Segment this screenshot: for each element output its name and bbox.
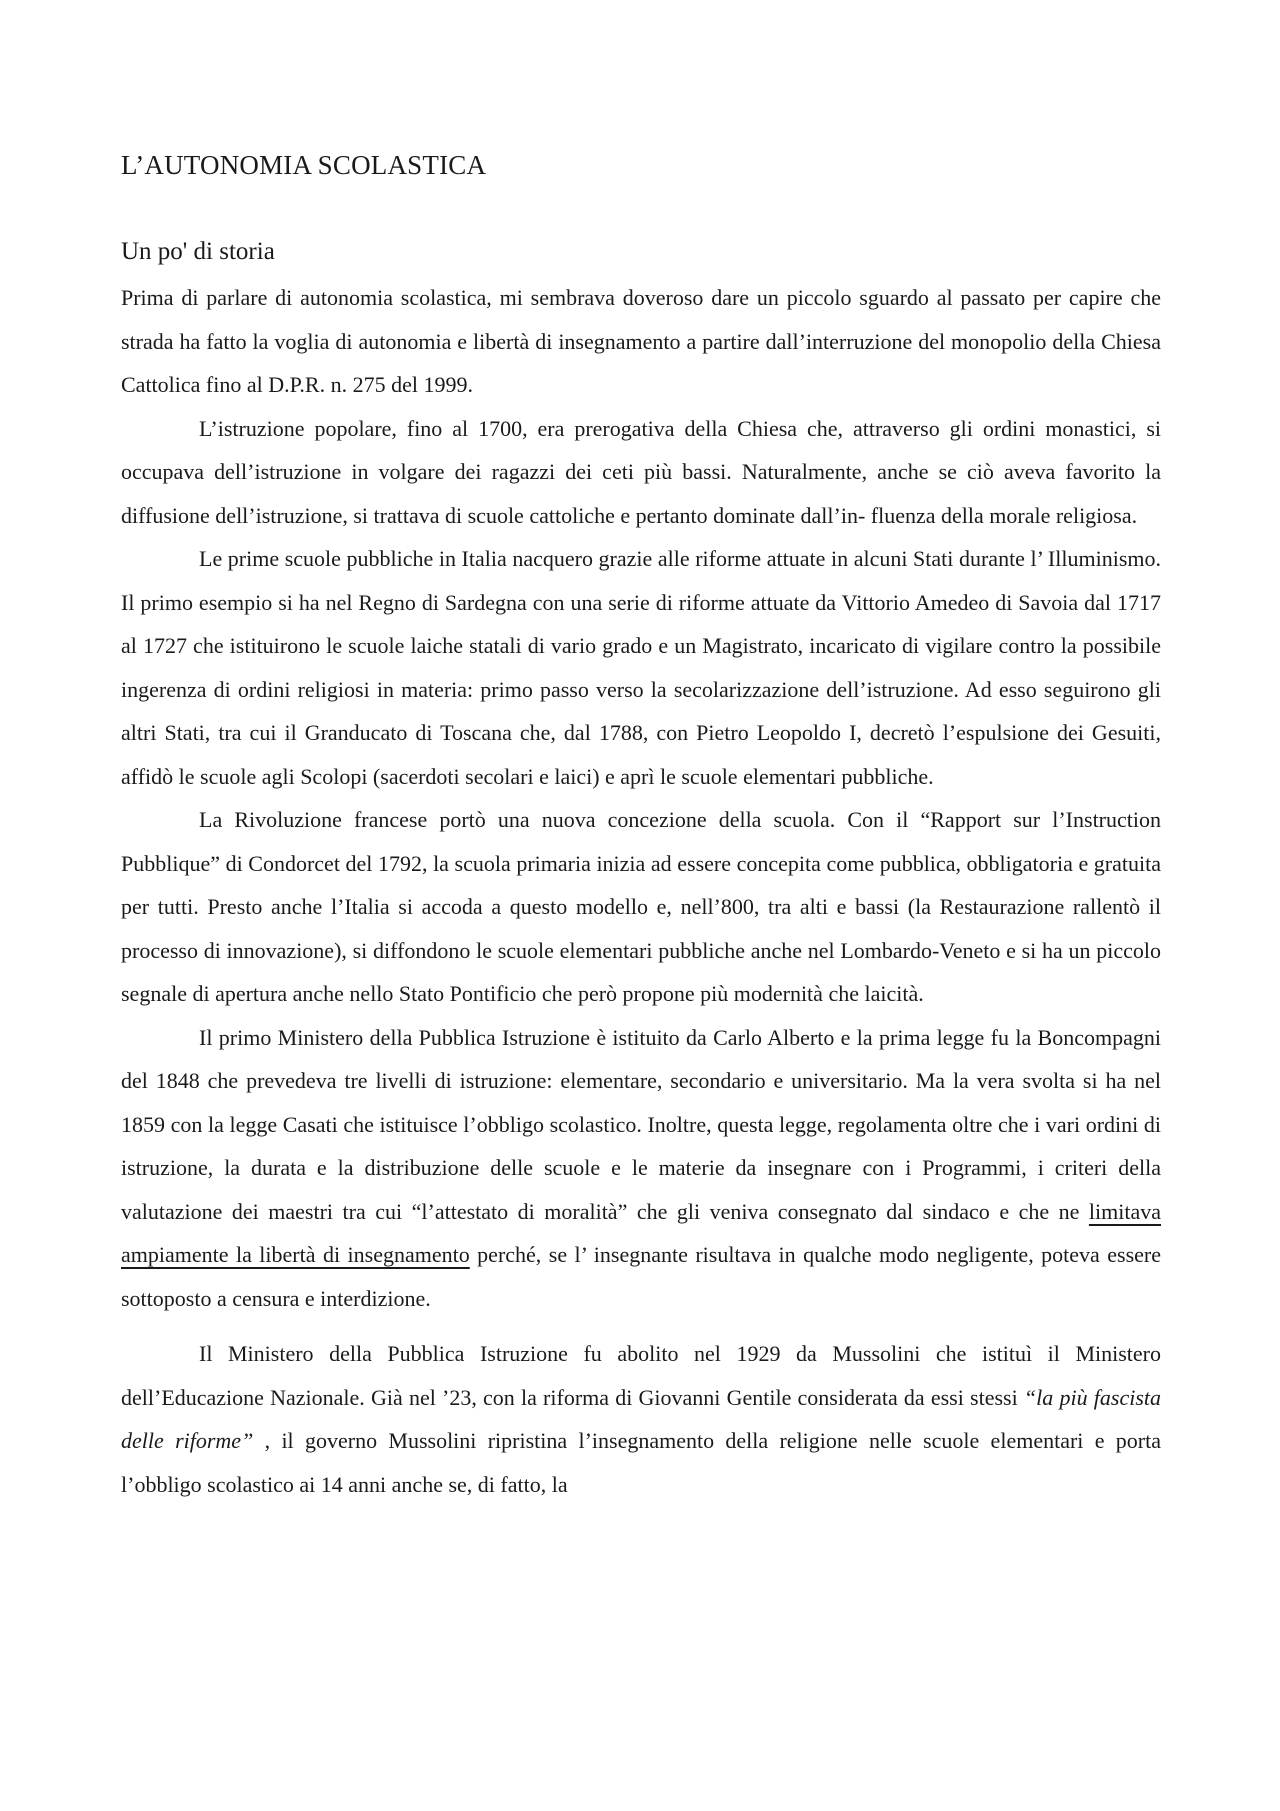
paragraph-primo-ministero xyxy=(121,1016,1161,1321)
paragraph-text: Il Ministero della Pubblica Istruzione fu abolito nel 1929 da Mussolini che istituì il Ministero dell’Educazione Nazionale. Già nel ’23, con la riforma di Giovanni Gentile considerata da essi stessi xyxy=(121,1341,1161,1410)
paragraph-rivoluzione-francese: La Rivoluzione francese portò una nuova concezione della scuola. Con il “Rapport sur l’Instruction Pubblique” di Condorcet del 1792, la scuola primaria inizia ad essere concepita come pubblica, obbligatoria e gratuita per tutti. Presto anche l’Italia si accoda a questo modello e, nell’800, tra alti e bassi (la Restaurazione rallentò il processo di innovazione), si diffondono le scuole elementari pubbliche anche nel Lombardo-Veneto e si ha un piccolo segnale di apertura anche nello Stato Pontificio che però propone più modernità che laicità. xyxy=(121,807,1161,1006)
paragraph-text: Il primo Ministero della Pubblica Istruzione è istituito da Carlo Alberto e la prima legge fu la Boncompagni del 1848 che prevedeva tre livelli di istruzione: elementare, secondario e universitario. Ma la vera svolta si ha nel 1859 con la legge Casati che istituisce l’obbligo scolastico. Inoltre, questa legge, regolamenta oltre che i vari ordini di istruzione, la durata e la distribuzione delle scuole e le materie da insegnare con i Programmi, i criteri della valutazione dei maestri tra cui “l’attestato di moralità” che gli veniva consegnato dal sindaco e che ne xyxy=(121,1024,1161,1224)
italic-quote: “la più fascista delle riforme” xyxy=(121,1384,1161,1453)
section-heading: Un po' di storia xyxy=(121,238,275,265)
document-title: L’AUTONOMIA SCOLASTICA xyxy=(121,150,487,180)
paragraph-intro: Prima di parlare di autonomia scolastica, mi sembrava doveroso dare un piccolo sguardo al passato per capire che strada ha fatto la voglia di autonomia e libertà di insegnamento a partire dall’interruzione del monopolio della Chiesa Cattolica fino al D.P.R. n. 275 del 1999. xyxy=(121,285,1161,397)
paragraph-ministero-abolito xyxy=(121,1332,1161,1506)
paragraph-istruzione-popolare: L’istruzione popolare, fino al 1700, era prerogativa della Chiesa che, attraverso gli ordini monastici, si occupava dell’istruzione in volgare dei ragazzi dei ceti più bassi. Naturalmente, anche se ciò aveva favorito la diffusione dell’istruzione, si trattava di scuole cattoliche e pertanto dominate dall’in- fluenza della morale religiosa. xyxy=(121,415,1161,528)
paragraph-text: , il governo Mussolini ripristina l’insegnamento della religione nelle scuole elementari e porta l’obbligo scolastico ai 14 anni anche se, di fatto, la xyxy=(121,1428,1161,1497)
paragraph-text: perché, se l’ insegnante risultava in qualche modo negligente, poteva essere sottoposto a censura e interdizione. xyxy=(121,1242,1161,1311)
underlined-phrase: limitava ampiamente la libertà di insegnamento xyxy=(121,1198,1161,1267)
document-body xyxy=(121,276,1161,1506)
paragraph-prime-scuole: Le prime scuole pubbliche in Italia nacquero grazie alle riforme attuate in alcuni Stati durante l’ Illuminismo. Il primo esempio si ha nel Regno di Sardegna con una serie di riforme attuate da Vittorio Amedeo di Savoia dal 1717 al 1727 che istituirono le scuole laiche statali di vario grado e un Magistrato, incaricato di vigilare contro la possibile ingerenza di ordini religiosi in materia: primo passo verso la secolarizzazione dell’istruzione. Ad esso seguirono gli altri Stati, tra cui il Granducato di Toscana che, dal 1788, con Pietro Leopoldo I, decretò l’espulsione dei Gesuiti, affidò le scuole agli Scolopi (sacerdoti secolari e laici) e aprì le scuole elementari pubbliche. xyxy=(121,546,1161,789)
